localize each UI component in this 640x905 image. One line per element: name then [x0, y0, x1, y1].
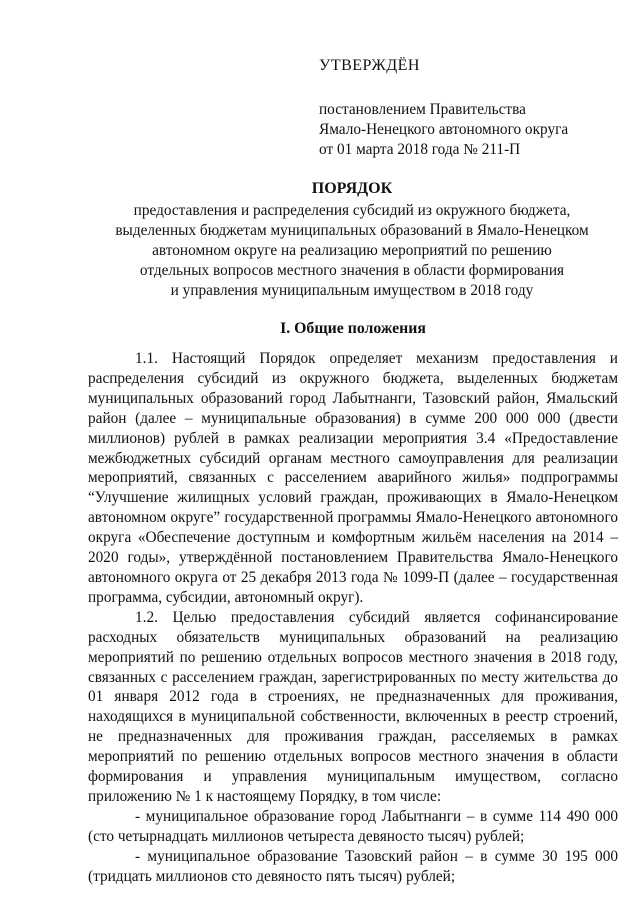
approval-line: постановлением Правительства: [319, 100, 526, 118]
document-title-block: [92, 179, 612, 300]
document-body: [88, 349, 618, 886]
document-subtitle-line: выделенных бюджетам муниципальных образований в Ямало-Ненецком: [115, 221, 589, 239]
paragraph: 1.1. Настоящий Порядок определяет механизм предоставления и распределения субсидий из окружного бюджета, выделенных бюджетам муниципальных образований город Лабытнанги, Тазовский район, Ямальский район (далее – муниципальные образования) в сумме 200 000 000 (двести миллионов) рублей в рамках реализации мероприятия 3.4 «Предоставление межбюджетных субсидий органам местного самоуправления для реализации мероприятий, связанных с расселением аварийного жилья» подпрограммы “Улучшение жилищных условий граждан, проживающих в Ямало-Ненецком автономном округе” государственной программы Ямало-Ненецкого автономного округа «Обеспечение доступным и комфортным жильём населения на 2014 – 2020 годы», утверждённой постановлением Правительства Ямало-Ненецкого автономного округа от 25 декабря 2013 года № 1099-П (далее – государственная программа, субсидии, автономный округ).: [88, 350, 618, 606]
document-subtitle-line: предоставления и распределения субсидий из окружного бюджета,: [133, 201, 571, 219]
document-subtitle-line: отдельных вопросов местного значения в области формирования: [139, 261, 565, 279]
approval-line: Ямало-Ненецкого автономного округа: [319, 120, 569, 138]
approval-block: [319, 56, 619, 160]
list-item: - муниципальное образование Тазовский район – в сумме 30 195 000 (тридцать миллионов сто девяносто пять тысяч) рублей;: [88, 847, 618, 885]
document-title: ПОРЯДОК: [311, 180, 393, 197]
document-subtitle-line: автономном округе на реализацию мероприятий по решению: [152, 241, 552, 259]
list-item: - муниципальное образование город Лабытнанги – в сумме 114 490 000 (сто четырнадцать миллионов четыреста девяносто тысяч) рублей;: [88, 807, 618, 845]
section-heading: I. Общие положения: [280, 320, 426, 337]
approval-line: от 01 марта 2018 года № 211-П: [319, 140, 521, 158]
approval-heading: УТВЕРЖДЁН: [319, 57, 420, 74]
document-subtitle-line: и управления муниципальным имуществом в 2018 году: [170, 281, 534, 299]
paragraph: 1.2. Целью предоставления субсидий является софинансирование расходных обязательств муниципальных образований на реализацию мероприятий по решению отдельных вопросов местного значения в 2018 году, связанных с расселением граждан, зарегистрированных по месту жительства до 01 января 2012 года в строениях, не предназначенных для проживания, находящихся в муниципальной собственности, включенных в реестр строений, не предназначенных для проживания граждан, расселяемых в рамках мероприятий по решению отдельных вопросов местного значения в области формирования и управления муниципальным имуществом, согласно приложению № 1 к настоящему Порядку, в том числе:: [88, 608, 618, 805]
